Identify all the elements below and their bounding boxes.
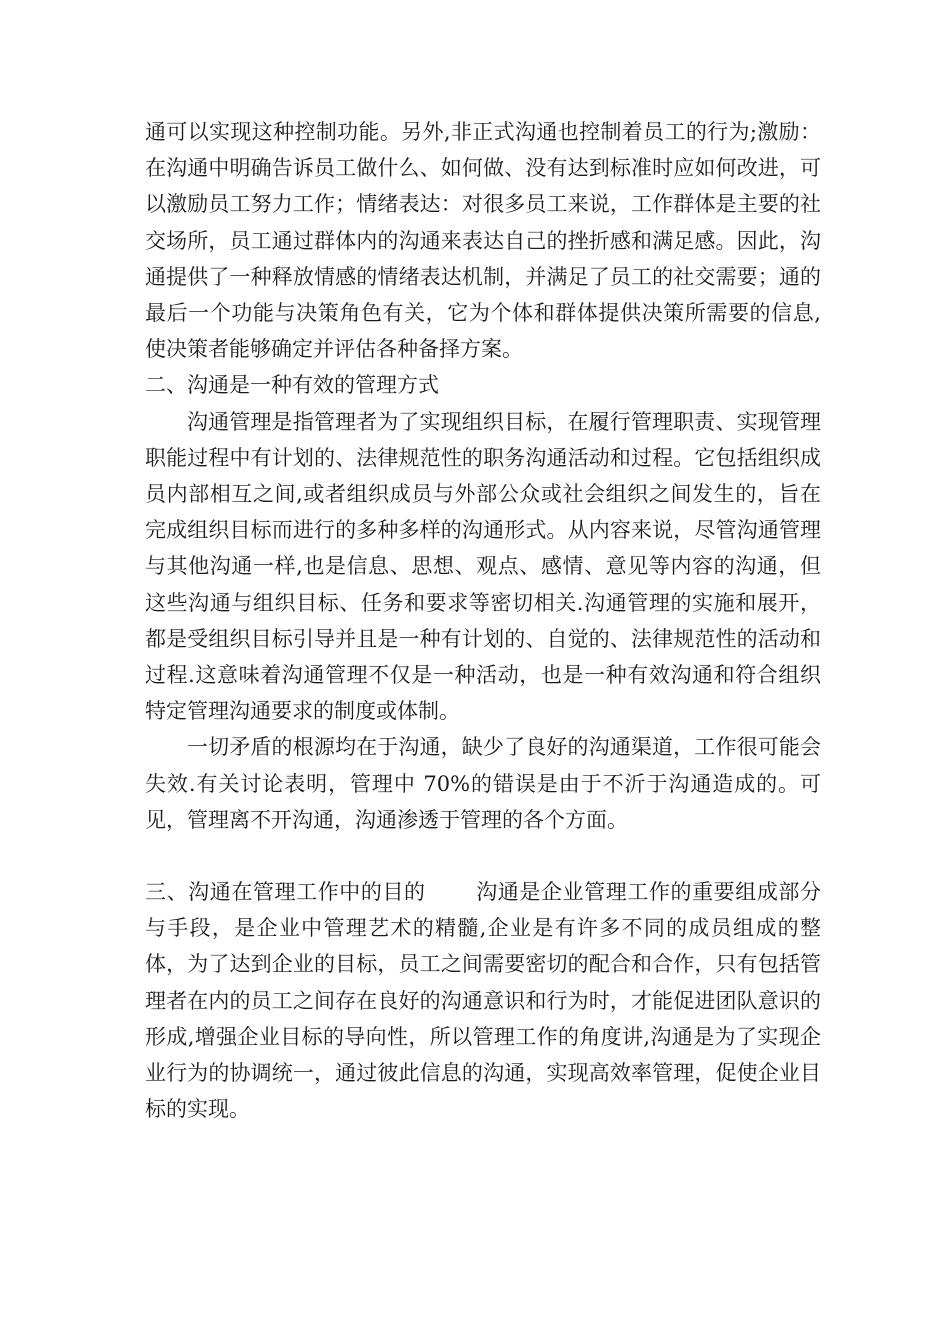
paragraph-intro-continued: 通可以实现这种控制功能。另外,非正式沟通也控制着员工的行为;激励：在沟通中明确告诉员工做什么、如何做、没有达到标准时应如何改进，可以激励员工努力工作；情绪表达：对很多员工来说，工作群体是主要的社交场所，员工通过群体内的沟通来表达自己的挫折感和满足感。因此，沟通提供了一种释放情感的情绪表达机制，并满足了员工的社交需要；通的最后一个功能与决策角色有关，它为个体和群体提供决策所需要的信息,使决策者能够确定并评估各种备择方案。 <box>145 120 821 362</box>
document-body <box>145 114 821 1127</box>
section-heading-2: 二、沟通是一种有效的管理方式 <box>145 373 439 398</box>
section-heading-3: 三、沟通在管理工作中的目的 <box>145 880 426 905</box>
section-3-block <box>145 874 821 1127</box>
paragraph-purpose: 沟通是企业管理工作的重要组成部分与手段，是企业中管理艺术的精髓,企业是有许多不同的成员组成的整体，为了达到企业的目标，员工之间需要密切的配合和合作，只有包括管理者在内的员工之间存在良好的沟通意识和行为时，才能促进团队意识的形成,增强企业目标的导向性，所以管理工作的角度讲,沟通是为了实现企业行为的协调统一，通过彼此信息的沟通，实现高效率管理，促使企业目标的实现。 <box>145 880 822 1122</box>
paragraph-communication-management: 沟通管理是指管理者为了实现组织目标，在履行管理职责、实现管理职能过程中有计划的、法律规范性的职务沟通活动和过程。它包括组织成员内部相互之间,或者组织成员与外部公众或社会组织之间发生的，旨在完成组织目标而进行的多种多样的沟通形式。从内容来说，尽管沟通管理与其他沟通一样,也是信息、思想、观点、感情、意见等内容的沟通，但这些沟通与组织目标、任务和要求等密切相关.沟通管理的实施和展开，都是受组织目标引导并且是一种有计划的、自觉的、法律规范性的活动和过程.这意味着沟通管理不仅是一种活动，也是一种有效沟通和符合组织特定管理沟通要求的制度或体制。 <box>145 409 821 724</box>
paragraph-contradiction-root: 一切矛盾的根源均在于沟通，缺少了良好的沟通渠道，工作很可能会失效.有关讨论表明，管理中 70%的错误是由于不沂于沟通造成的。可见，管理离不开沟通，沟通渗透于管理的各个方面。 <box>145 735 821 832</box>
blank-line <box>145 838 821 874</box>
